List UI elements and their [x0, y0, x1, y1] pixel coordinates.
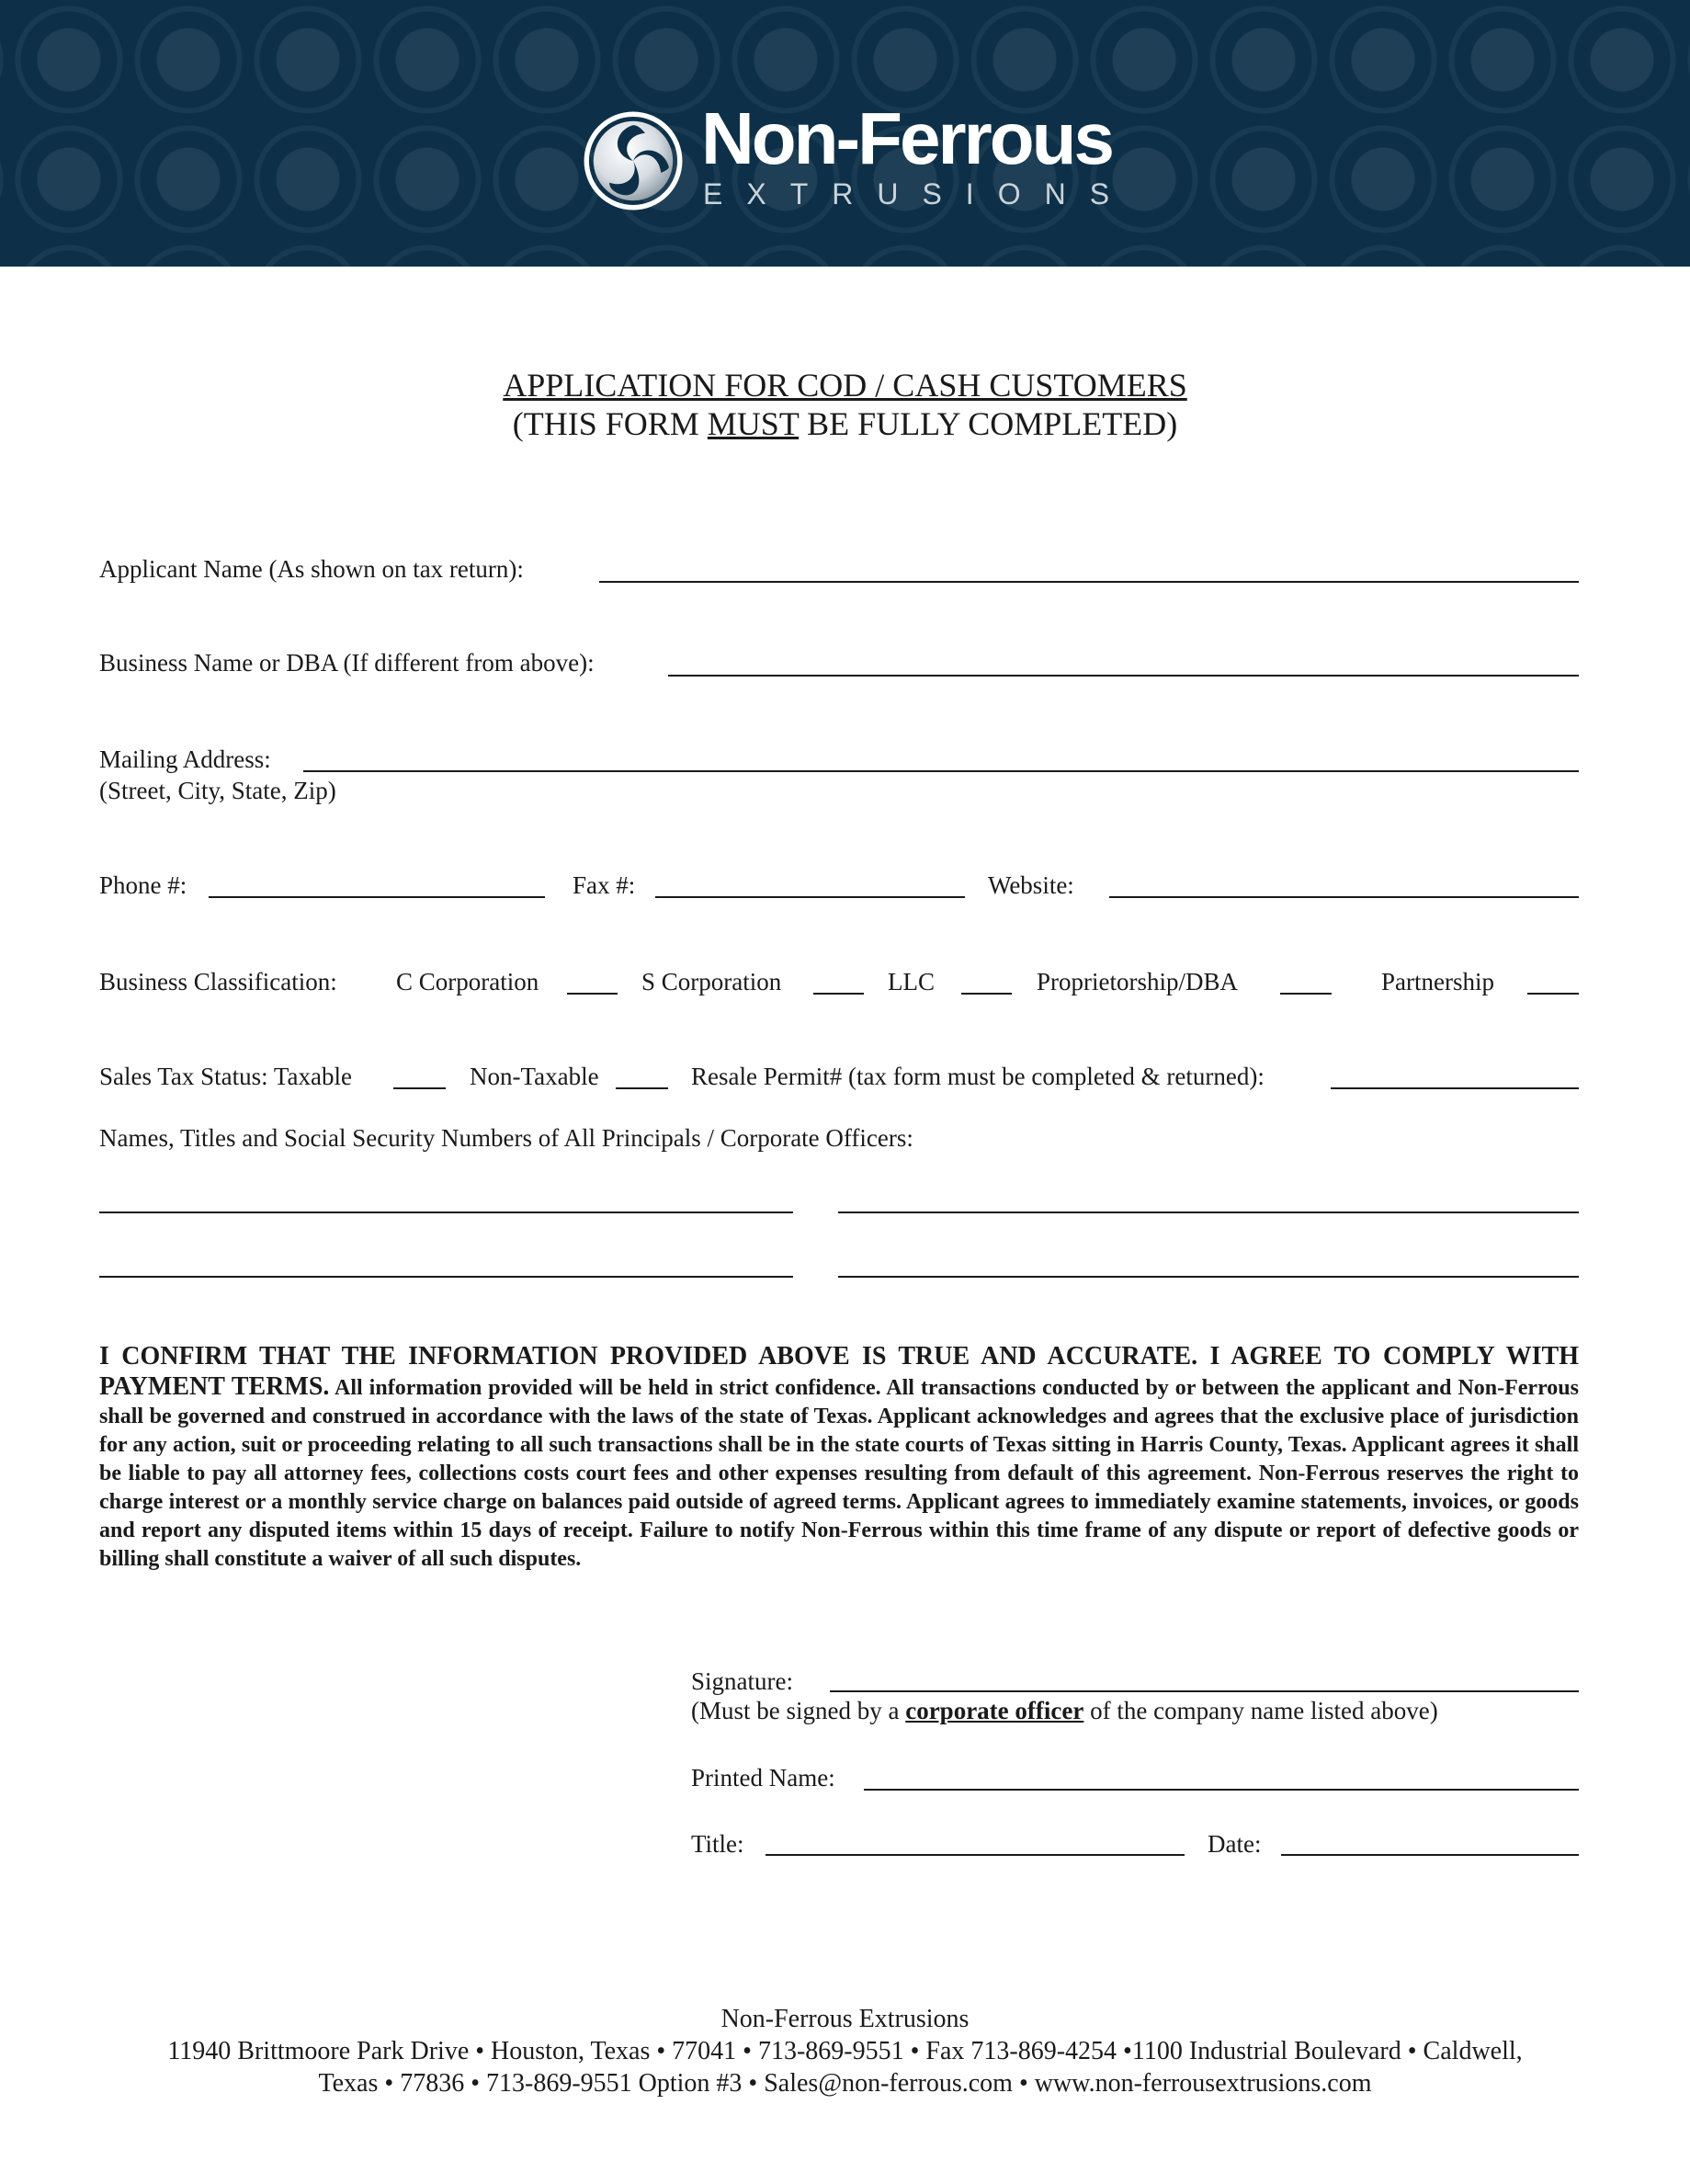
business-classification-label: Business Classification:: [99, 968, 337, 995]
footer-address-line1: 11940 Brittmoore Park Drive • Houston, Texas • 77041 • 713-869-9551 • Fax 713-869-4254 •1100 Industrial Boulevard • Caldwell,: [167, 2037, 1523, 2065]
mailing-address-field[interactable]: [303, 770, 1579, 772]
footer-company: Non-Ferrous Extrusions: [720, 2005, 970, 2033]
applicant-name-field[interactable]: [599, 581, 1579, 583]
agreement-lead: I CONFIRM THAT THE INFORMATION PROVIDED ABOVE IS TRUE AND ACCURATE. I AGREE TO COMPLY WITH PAYMENT TERMS.: [99, 1342, 1579, 1401]
llc-field[interactable]: [961, 993, 1012, 995]
swirl-logo-icon: [584, 111, 683, 210]
header-banner: [0, 0, 1690, 267]
principal-field-4[interactable]: [838, 1276, 1579, 1278]
c-corporation-field[interactable]: [567, 993, 618, 995]
taxable-field[interactable]: [393, 1087, 446, 1089]
footer-address-line2: Texas • 77836 • 713-869-9551 Option #3 • Sales@non-ferrous.com • www.non-ferrousextrusions.com: [318, 2069, 1372, 2098]
principal-field-2[interactable]: [838, 1211, 1579, 1213]
proprietorship-field[interactable]: [1280, 993, 1332, 995]
mailing-address-label: Mailing Address:: [99, 745, 271, 773]
resale-permit-label: Resale Permit# (tax form must be completed & returned):: [691, 1063, 1265, 1090]
signature-field[interactable]: [830, 1690, 1579, 1692]
principal-field-3[interactable]: [99, 1276, 793, 1278]
llc-label: LLC: [888, 968, 935, 995]
website-label: Website:: [988, 871, 1074, 899]
printed-name-field[interactable]: [864, 1789, 1579, 1791]
s-corporation-field[interactable]: [813, 993, 864, 995]
phone-label: Phone #:: [99, 871, 187, 899]
fax-label: Fax #:: [573, 871, 636, 899]
signature-label: Signature:: [691, 1667, 793, 1695]
partnership-field[interactable]: [1527, 993, 1579, 995]
date-label: Date:: [1208, 1830, 1262, 1858]
non-taxable-field[interactable]: [616, 1087, 668, 1089]
resale-permit-field[interactable]: [1331, 1087, 1579, 1089]
c-corporation-label: C Corporation: [396, 968, 539, 995]
business-name-label: Business Name or DBA (If different from above):: [99, 649, 595, 677]
signature-note: (Must be signed by a corporate officer of the company name listed above): [691, 1697, 1438, 1724]
title-label: Title:: [691, 1830, 744, 1858]
agreement-paragraph: [99, 1342, 1579, 1574]
title-field[interactable]: [766, 1854, 1185, 1856]
principals-label: Names, Titles and Social Security Numbers of All Principals / Corporate Officers:: [99, 1124, 913, 1152]
mailing-address-hint: (Street, City, State, Zip): [99, 777, 336, 804]
logo-wordmark: Non-Ferrous: [701, 97, 1112, 179]
partnership-label: Partnership: [1381, 968, 1494, 995]
business-name-field[interactable]: [668, 675, 1579, 677]
principal-field-1[interactable]: [99, 1211, 793, 1213]
company-logo: [584, 97, 1153, 216]
website-field[interactable]: [1109, 896, 1579, 898]
fax-field[interactable]: [655, 896, 965, 898]
non-taxable-label: Non-Taxable: [470, 1063, 599, 1090]
phone-field[interactable]: [209, 896, 545, 898]
form-title: APPLICATION FOR COD / CASH CUSTOMERS: [503, 367, 1187, 404]
printed-name-label: Printed Name:: [691, 1764, 835, 1792]
form-subtitle: (THIS FORM MUST BE FULLY COMPLETED): [512, 405, 1178, 442]
logo-subtitle: EXTRUSIONS: [703, 177, 1134, 210]
applicant-name-label: Applicant Name (As shown on tax return):: [99, 555, 524, 583]
agreement-body: All information provided will be held in strict confidence. All transactions conducted by or between the applicant and Non-Ferrous shall be governed and construed in accordance with the laws of the state of Texas. Applicant acknowledges and agrees that the exclusive place of jurisdiction for any action, suit or proceeding relating to all such transactions shall be in the state courts of Texas sitting in Harris County, Texas. Applicant agrees it shall be liable to pay all attorney fees, collections costs court fees and other expenses resulting from default of this agreement. Non-Ferrous reserves the right to charge interest or a monthly service charge on balances paid outside of agreed terms. Applicant agrees to immediately examine statements, invoices, or goods and report any disputed items within 15 days of receipt. Failure to notify Non-Ferrous within this time frame of any dispute or report of defective goods or billing shall constitute a waiver of all such disputes.: [99, 1376, 1579, 1571]
sales-tax-status-label: Sales Tax Status: Taxable: [99, 1063, 352, 1090]
date-field[interactable]: [1281, 1854, 1579, 1856]
s-corporation-label: S Corporation: [641, 968, 782, 995]
proprietorship-label: Proprietorship/DBA: [1037, 968, 1238, 995]
